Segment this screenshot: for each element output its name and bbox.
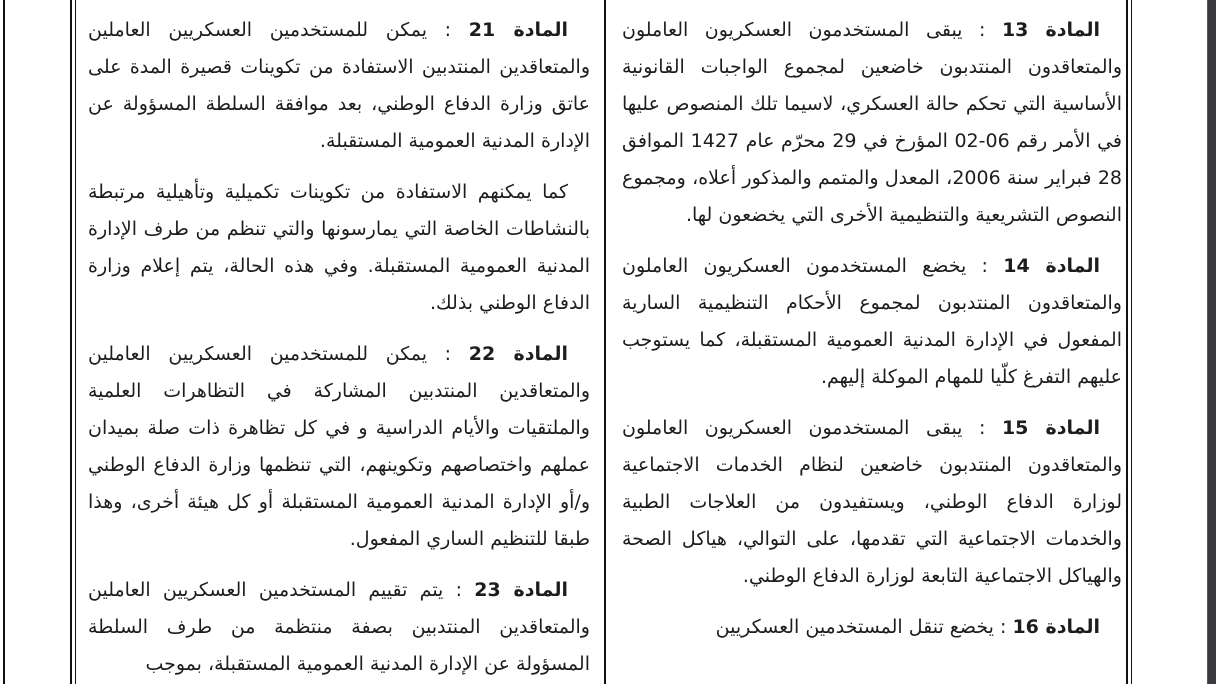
body-paragraph: كما يمكنهم الاستفادة من تكوينات تكميلية وتأهيلية مرتبطة بالنشاطات الخاصة التي يمارسونها والتي تنظم من طرف الإدارة المدنية العمومية المستقبلة. وفي هذه الحالة، يتم إعلام وزارة الدفاع الوطني بذلك. (88, 181, 590, 314)
right-double-rule (1126, 0, 1132, 684)
article-number-label: المادة 21 (468, 19, 568, 41)
article-paragraph: المادة 22 : يمكن للمستخدمين العسكريين العاملين والمتعاقدين المنتدبين المشاركة في التظاهرات العلمية والملتقيات والأيام الدراسية و في كل تظاهرة ذات صلة بميدان عملهم واختصاصهم وتكوينهم، التي تنظمها وزارة الدفاع الوطني و/أو الإدارة المدنية العمومية المستقبلة أو كل هيئة أخرى، وهذا طبقا للتنظيم الساري المفعول. (88, 343, 590, 550)
article-number-label: المادة 23 (474, 579, 568, 601)
left-margin-rule (3, 0, 5, 684)
column-divider-rule (604, 0, 606, 684)
article-paragraph: المادة 21 : يمكن للمستخدمين العسكريين العاملين والمتعاقدين المنتدبين الاستفادة من تكوينات قصيرة المدة على عاتق وزارة الدفاع الوطني، بعد موافقة السلطة المسؤولة عن الإدارة المدنية العمومية المستقبلة. (88, 19, 590, 152)
article-paragraph: المادة 15 : يبقى المستخدمون العسكريون العاملون والمتعاقدون المنتدبون خاضعين لنظام الخدمات الاجتماعية لوزارة الدفاع الوطني، ويستفيدون من العلاجات الطبية والخدمات الاجتماعية التي تقدمها، على التوالي، هياكل الصحة والهياكل الاجتماعية التابعة لوزارة الدفاع الوطني. (622, 417, 1122, 587)
article-number-label: المادة 22 (468, 343, 568, 365)
text-column-left (88, 12, 590, 684)
article-number-label: المادة 16 (1012, 616, 1100, 638)
article-paragraph: المادة 13 : يبقى المستخدمون العسكريون العاملون والمتعاقدون المنتدبون خاضعين لمجموع الواجبات القانونية الأساسية التي تحكم حالة العسكري، لاسيما تلك المنصوص عليها في الأمر رقم 06-02 المؤرخ في 29 محرّم عام 1427 الموافق 28 فبراير سنة 2006، المعدل والمتمم والمذكور أعلاه، ومجموع النصوص التشريعية والتنظيمية الأخرى التي يخضعون لها. (622, 19, 1123, 226)
article-paragraph: المادة 16 : يخضع تنقل المستخدمين العسكريين (715, 616, 1100, 638)
text-column-right (622, 12, 1122, 660)
article-number-label: المادة 14 (1003, 255, 1100, 277)
left-double-rule (70, 0, 76, 684)
article-paragraph: المادة 14 : يخضع المستخدمون العسكريون العاملون والمتعاقدون المنتدبون لمجموع الأحكام التنظيمية السارية المفعول في الإدارة المدنية العمومية المستقبلة، كما يستوجب عليهم التفرغ كلّيا للمهام الموكلة إليهم. (622, 255, 1122, 388)
article-paragraph: المادة 23 : يتم تقييم المستخدمين العسكريين العاملين والمتعاقدين المنتدبين بصفة منتظمة من طرف السلطة المسؤولة عن الإدارة المدنية العمومية المستقبلة، بموجب (88, 579, 590, 675)
article-number-label: المادة 15 (1001, 417, 1100, 439)
viewer-edge-strip (1207, 0, 1216, 684)
article-number-label: المادة 13 (1001, 19, 1100, 41)
